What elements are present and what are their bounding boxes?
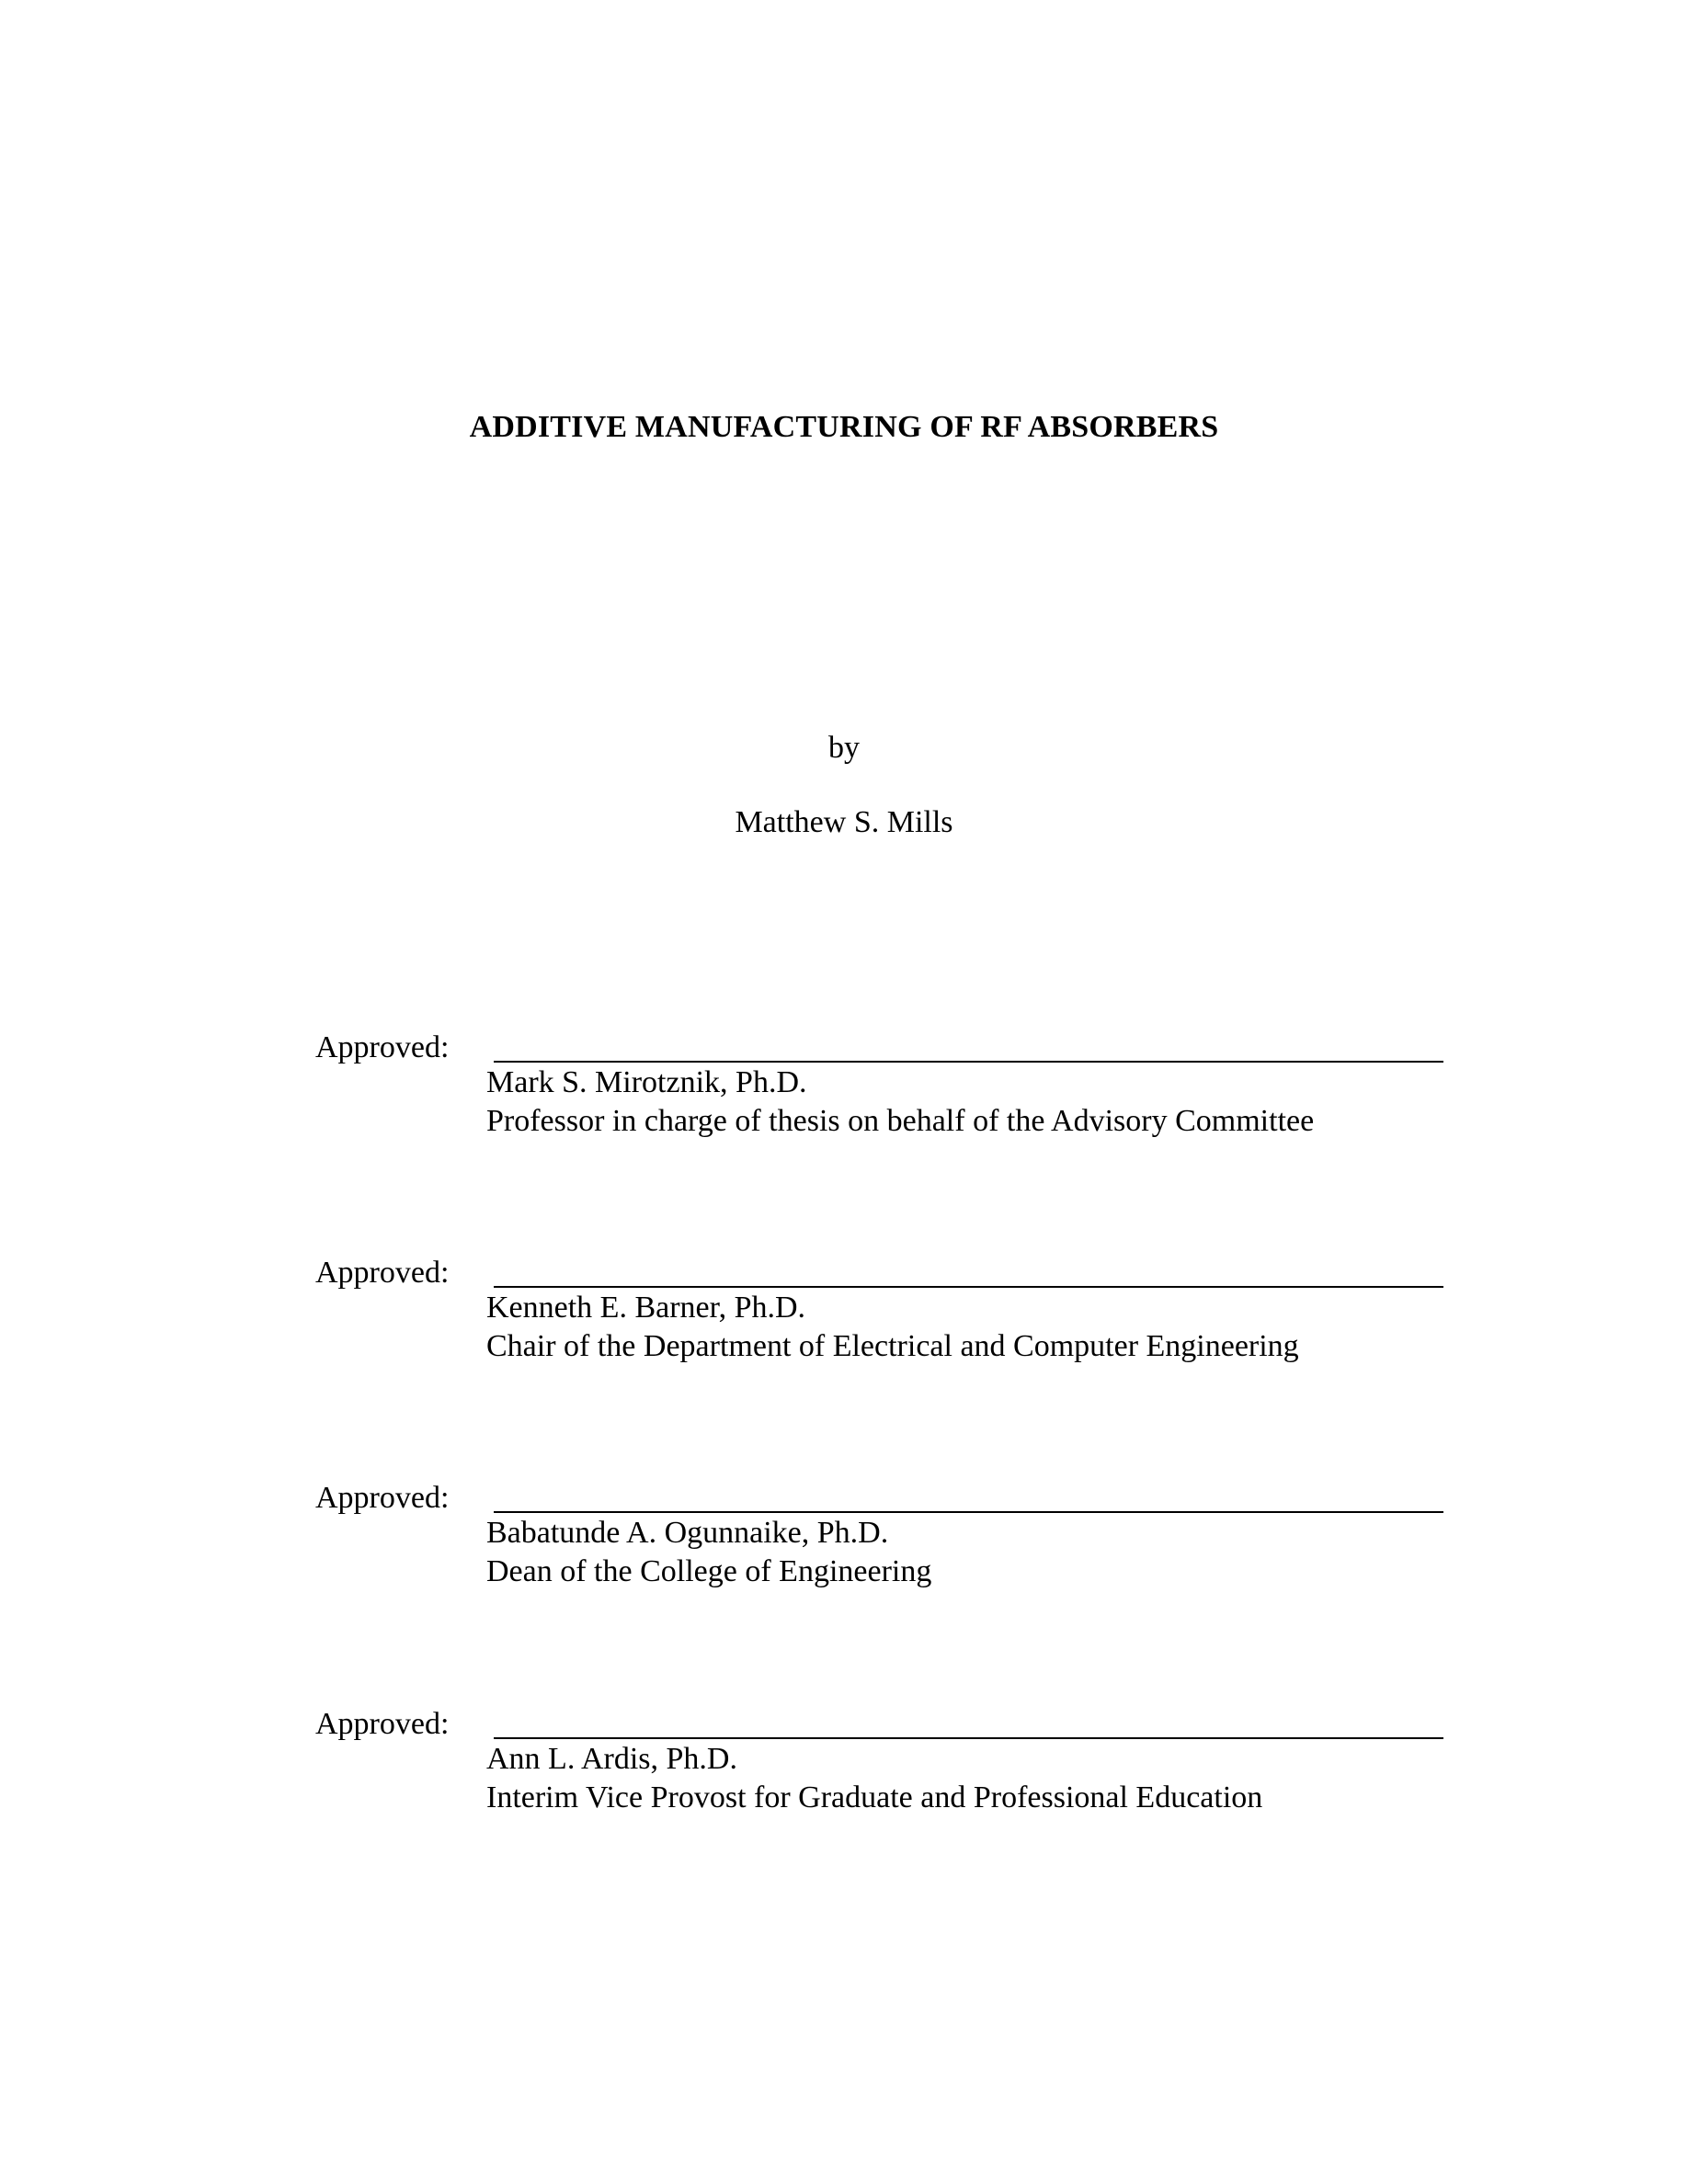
approval-label: Approved: (315, 1481, 450, 1515)
approval-label: Approved: (315, 1030, 450, 1064)
approver-role: Interim Vice Provost for Graduate and Professional Education (486, 1780, 1263, 1814)
approver-name: Babatunde A. Ogunnaike, Ph.D. (486, 1516, 889, 1550)
approver-name: Kenneth E. Barner, Ph.D. (486, 1291, 806, 1325)
signature-line (494, 1061, 1443, 1063)
approver-name: Ann L. Ardis, Ph.D. (486, 1742, 737, 1776)
signature-line (494, 1737, 1443, 1739)
approver-role: Dean of the College of Engineering (486, 1554, 932, 1588)
signature-line (494, 1286, 1443, 1288)
signature-line (494, 1511, 1443, 1513)
approval-block (0, 1255, 1688, 1393)
approver-role: Professor in charge of thesis on behalf of the Advisory Committee (486, 1104, 1315, 1138)
approval-label: Approved: (315, 1707, 450, 1741)
by-text: by (828, 731, 860, 765)
approver-role: Chair of the Department of Electrical and Computer Engineering (486, 1329, 1299, 1363)
thesis-title: ADDITIVE MANUFACTURING OF RF ABSORBERS (469, 410, 1219, 444)
approver-name: Mark S. Mirotznik, Ph.D. (486, 1065, 807, 1099)
approval-label: Approved: (315, 1256, 450, 1290)
approval-block (0, 1480, 1688, 1618)
author-name: Matthew S. Mills (735, 805, 953, 839)
approval-block (0, 1706, 1688, 1844)
approval-block (0, 1029, 1688, 1167)
